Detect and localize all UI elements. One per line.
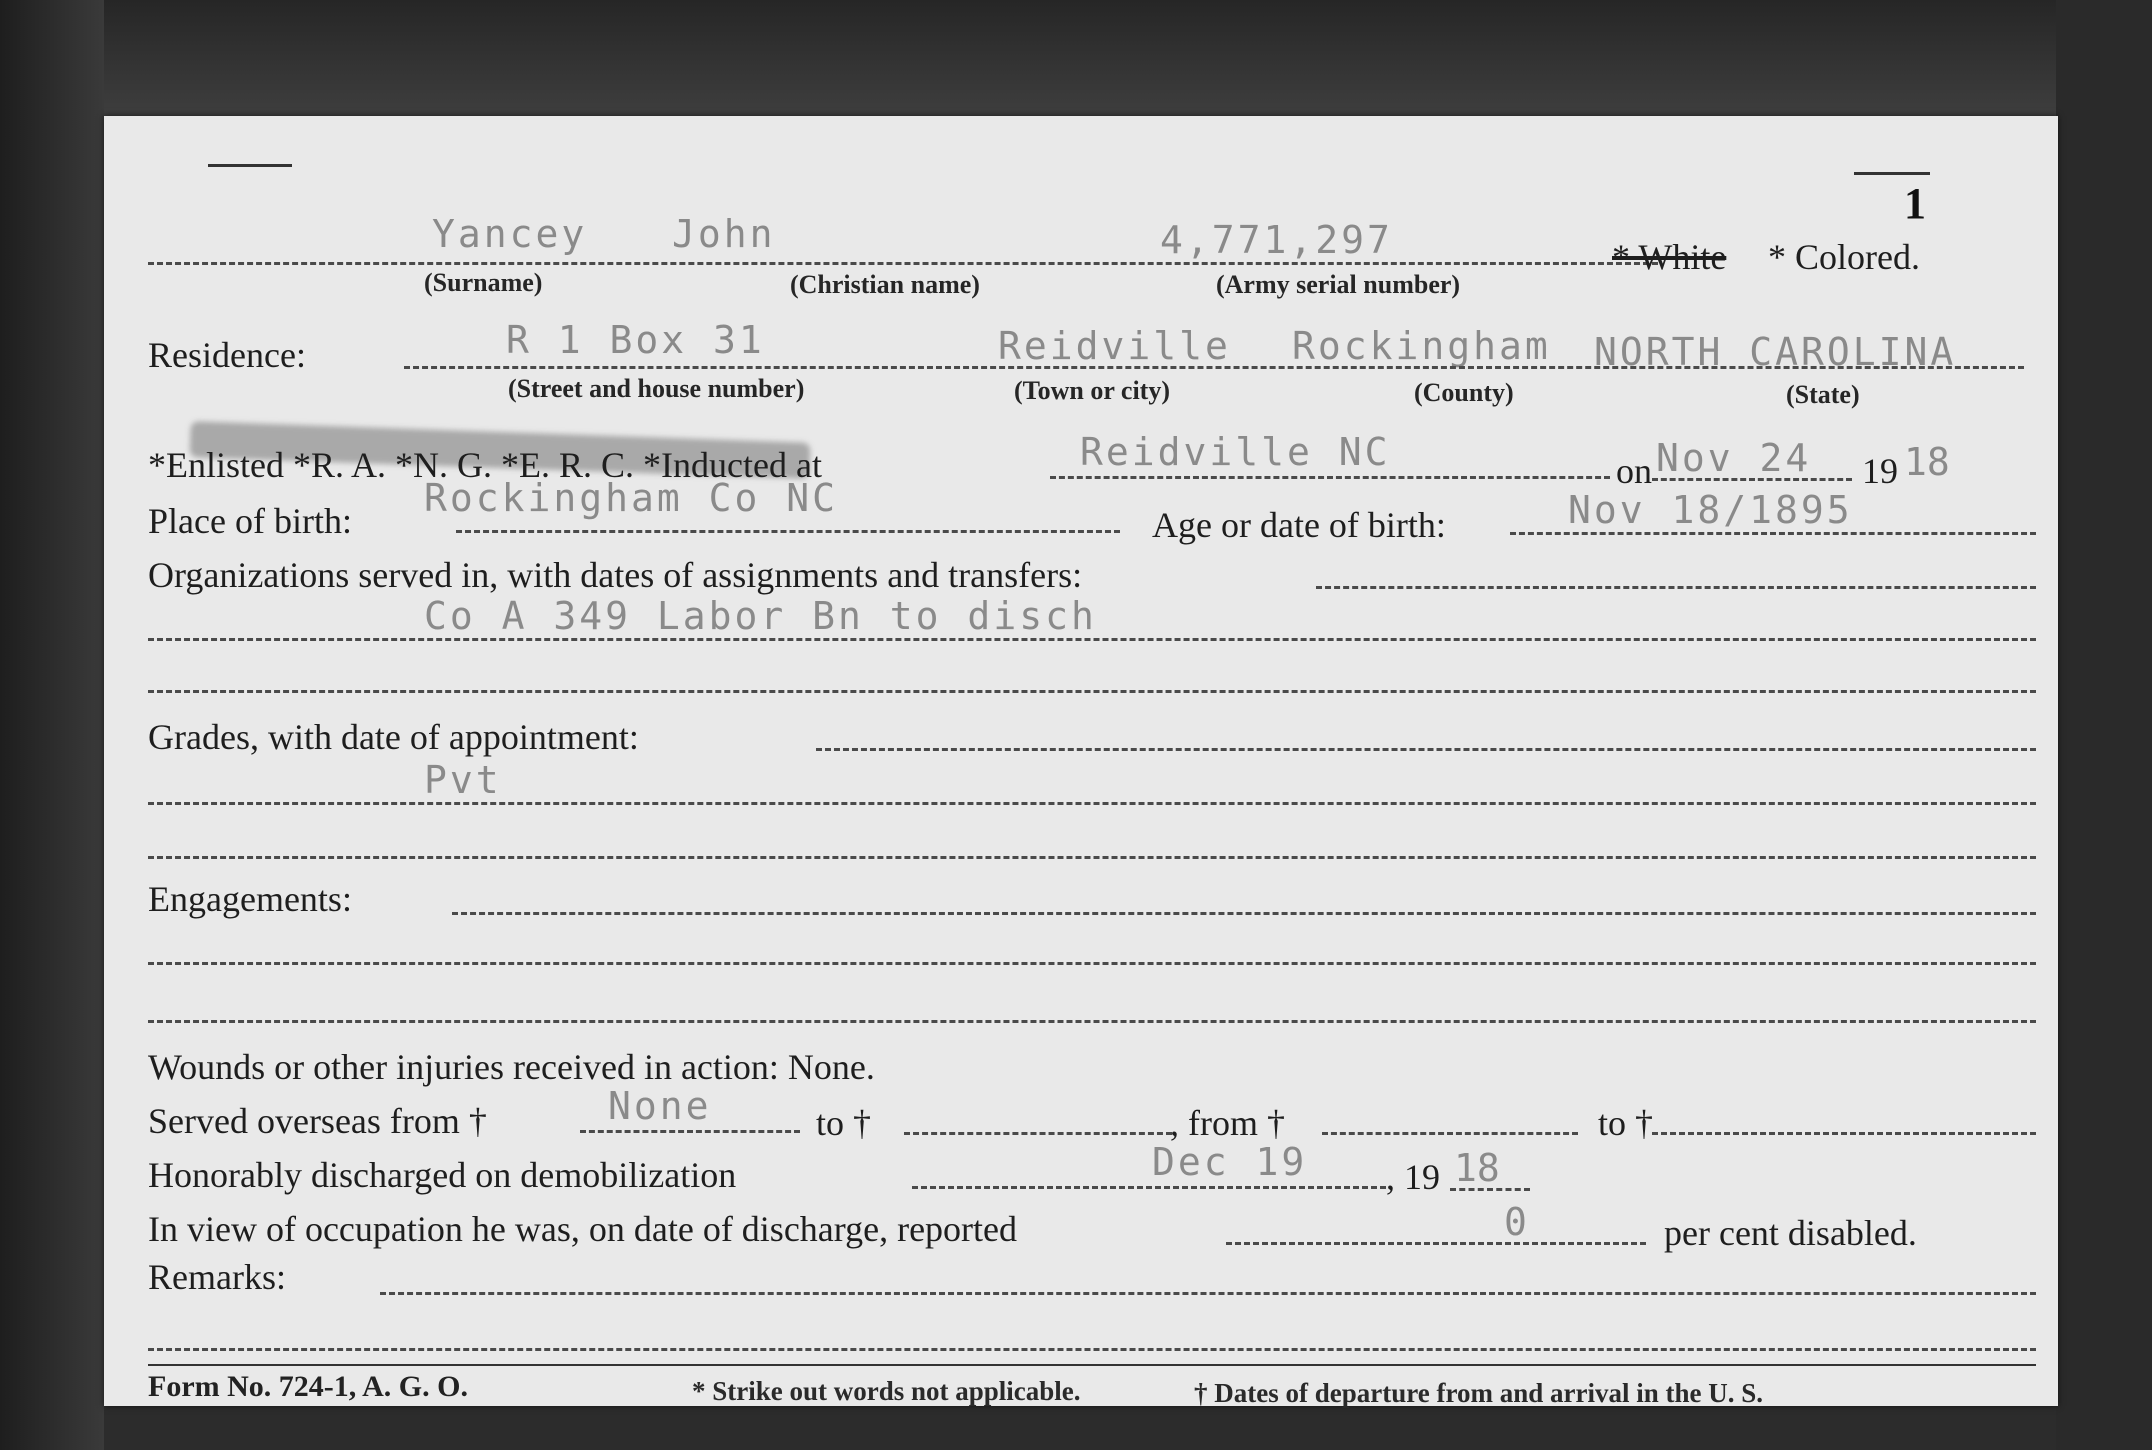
inducted-date-value: Nov 24 <box>1656 436 1812 480</box>
overseas-to-label-1: to † <box>816 1103 872 1143</box>
overseas-from-line-2 <box>1322 1132 1578 1135</box>
overseas-to-label-2: to † <box>1598 1103 1654 1143</box>
inducted-year-prefix: 19 <box>1862 451 1898 491</box>
organizations-label: Organizations served in, with dates of assignments and transfers: <box>148 555 1083 595</box>
race-colored: * Colored. <box>1768 237 1920 277</box>
discharge-year-line <box>1450 1188 1530 1191</box>
disability-suffix: per cent disabled. <box>1664 1213 1917 1253</box>
town-caption: (Town or city) <box>1014 376 1170 405</box>
organizations-value: Co A 349 Labor Bn to disch <box>424 594 1097 638</box>
place-of-birth-label: Place of birth: <box>148 501 352 541</box>
inducted-line <box>1050 476 1610 479</box>
residence-town-value: Reidville <box>998 324 1231 368</box>
disability-label: In view of occupation he was, on date of discharge, reported <box>148 1209 1018 1249</box>
serial-caption: (Army serial number) <box>1216 270 1461 299</box>
state-caption: (State) <box>1786 380 1860 409</box>
discharge-date-line <box>912 1186 1386 1189</box>
county-caption: (County) <box>1414 378 1514 407</box>
inducted-year-value: 18 <box>1904 440 1950 484</box>
engagements-line-3 <box>148 1020 2036 1023</box>
card-number: 1 <box>1904 179 1926 228</box>
remarks-line-1 <box>380 1292 2036 1295</box>
disability-line <box>1226 1242 1646 1245</box>
scan-background-left <box>0 0 104 1450</box>
overseas-from-label-2: , from † <box>1170 1103 1285 1143</box>
grades-value: Pvt <box>424 758 502 802</box>
surname-value: Yancey <box>432 212 588 256</box>
service-record-card <box>104 116 2058 1406</box>
place-of-birth-value: Rockingham Co NC <box>424 476 839 520</box>
grades-label: Grades, with date of appointment: <box>148 717 639 757</box>
residence-county-value: Rockingham <box>1292 324 1551 368</box>
discharge-year-prefix: , 19 <box>1386 1157 1440 1197</box>
grades-line-1 <box>816 748 2036 751</box>
overseas-to-line-1 <box>904 1132 1172 1135</box>
residence-state-value: NORTH CAROLINA <box>1594 330 1957 374</box>
inducted-on-label: on <box>1616 451 1652 491</box>
name-line <box>148 262 1658 265</box>
place-of-birth-line <box>456 530 1120 533</box>
discharge-date-value: Dec 19 <box>1152 1140 1308 1184</box>
scan-background-right <box>2056 0 2152 1450</box>
remarks-label: Remarks: <box>148 1257 286 1297</box>
organizations-line-1 <box>1316 586 2036 589</box>
overseas-label: Served overseas from † <box>148 1101 487 1141</box>
remarks-line-2 <box>148 1348 2036 1351</box>
overseas-to-line-2 <box>1652 1132 2036 1135</box>
scan-background-top <box>0 0 2152 116</box>
inducted-place-value: Reidville NC <box>1080 430 1391 474</box>
overseas-from-value: None <box>608 1084 712 1128</box>
wounds-label: Wounds or other injuries received in action: None. <box>148 1047 875 1087</box>
birth-date-value: Nov 18/1895 <box>1568 488 1853 532</box>
footer-note-dates: † Dates of departure from and arrival in the U. S. <box>1194 1378 1763 1408</box>
race-white: * White <box>1612 237 1727 277</box>
grades-line-3 <box>148 856 2036 859</box>
grades-line-2 <box>148 802 2036 805</box>
residence-label: Residence: <box>148 335 306 375</box>
form-number: Form No. 724-1, A. G. O. <box>148 1370 468 1403</box>
organizations-line-2 <box>148 638 2036 641</box>
top-left-rule <box>208 164 292 167</box>
enlisted-inducted-label: *Enlisted *R. A. *N. G. *E. R. C. *Inducted at <box>148 445 822 485</box>
disability-value: 0 <box>1504 1200 1530 1244</box>
street-caption: (Street and house number) <box>508 374 805 403</box>
discharge-label: Honorably discharged on demobilization <box>148 1155 737 1195</box>
serial-number-value: 4,771,297 <box>1160 218 1393 262</box>
residence-line <box>404 366 2024 369</box>
christian-name-caption: (Christian name) <box>790 270 980 299</box>
engagements-label: Engagements: <box>148 879 352 919</box>
race-white-struck <box>1612 236 1726 278</box>
birth-date-line <box>1510 532 2036 535</box>
engagements-line-2 <box>148 962 2036 965</box>
christian-name-value: John <box>672 212 776 256</box>
discharge-year-value: 18 <box>1454 1146 1500 1190</box>
residence-street-value: R 1 Box 31 <box>506 318 765 362</box>
age-label: Age or date of birth: <box>1152 505 1446 545</box>
overseas-from-line <box>580 1130 800 1133</box>
surname-caption: (Surname) <box>424 268 543 297</box>
footer-rule <box>148 1364 2036 1366</box>
footer-note-strike: * Strike out words not applicable. <box>692 1376 1081 1406</box>
organizations-line-3 <box>148 690 2036 693</box>
top-right-rule <box>1854 172 1930 175</box>
inducted-date-line <box>1652 478 1852 481</box>
engagements-line-1 <box>452 912 2036 915</box>
